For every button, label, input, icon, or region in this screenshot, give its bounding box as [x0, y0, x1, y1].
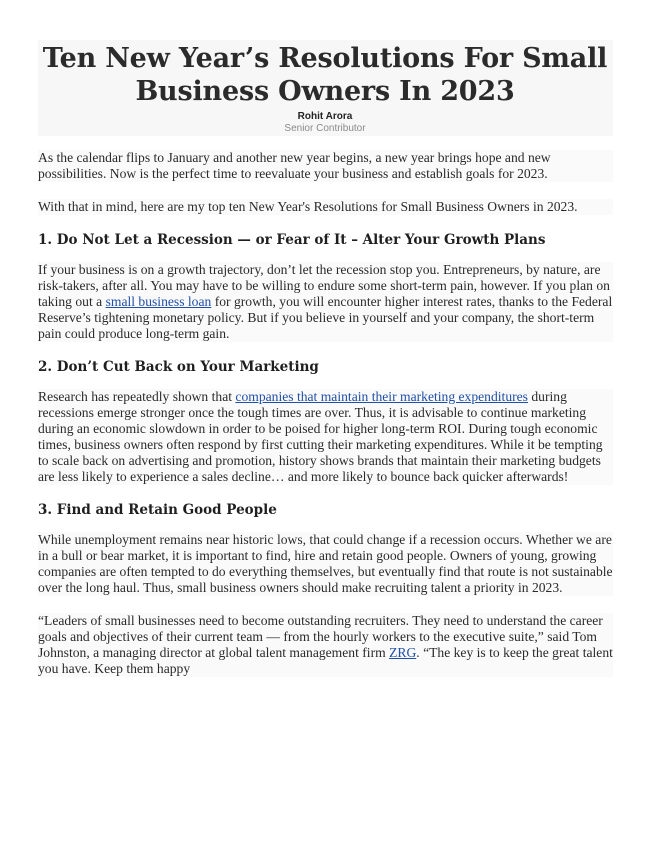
author-role: Senior Contributor [284, 123, 366, 134]
section-3-paragraph-1: While unemployment remains near historic lows, that could change if a recession occurs. Whether we are in a bull or bear market, it is important to find, hire and retain good people. Owners of young, growing companies are often tempted to do everything themselves, but eventually find that route is not sustainable over the long haul. Thus, small business owners should make recruiting talent a priority in 2023. [38, 532, 613, 595]
title-line-1: Ten New Year’s Resolutions For Small [42, 43, 608, 74]
section-2-text-b: during recessions emerge stronger once the tough times are over. Thus, it is advisable to continue marketing during an economic slowdown in order to be poised for higher long-term ROI. During tough economic times, business owners often respond by first cutting their marketing expenditures. While it be tempting to scale back on advertising and promotion, history shows brands that maintain their marketing budgets are less likely to experience a sales decline… and more likely to bounce back quicker afterwards! [38, 389, 603, 484]
author-name: Rohit Arora [297, 111, 353, 122]
section-2-heading: 2. Don’t Cut Back on Your Marketing [38, 359, 319, 375]
section-2-paragraph [38, 389, 613, 485]
article-body [38, 150, 613, 694]
section-1-paragraph [38, 262, 613, 342]
section-1-text-b: for growth, you will encounter higher interest rates, thanks to the Federal Reserve’s tightening monetary policy. But if you believe in yourself and your company, the short-term pain could produce long-term gain. [38, 294, 613, 341]
section-3-paragraph-2 [38, 613, 613, 677]
section-3-text-a: “Leaders of small businesses need to become outstanding recruiters. They need to understand the career goals and objectives of their current team — from the hourly workers to the executive suite,” said Tom Johnston, a managing director at global talent management firm [38, 613, 603, 660]
section-3-heading: 3. Find and Retain Good People [38, 502, 277, 518]
small-business-loan-link[interactable]: small business loan [105, 294, 212, 309]
zrg-link[interactable]: ZRG [389, 645, 417, 660]
section-2-text-a: Research has repeatedly shown that [38, 389, 236, 404]
section-1-heading: 1. Do Not Let a Recession — or Fear of It – Alter Your Growth Plans [38, 232, 546, 248]
article-title [20, 42, 630, 108]
title-line-2: Business Owners In 2023 [135, 76, 515, 107]
intro-paragraph-2: With that in mind, here are my top ten New Year's Resolutions for Small Business Owners in 2023. [38, 199, 613, 215]
section-3-text-b: . “The key is to keep the great talent you have. Keep them happy [38, 645, 613, 676]
marketing-expenditures-link[interactable]: companies that maintain their marketing expenditures [235, 389, 528, 404]
section-1-text-a: If your business is on a growth trajectory, don’t let the recession stop you. Entrepreneurs, by nature, are risk-takers, after all. You may have to be willing to endure some short-term pain, however. If you plan on taking out a [38, 262, 610, 309]
intro-paragraph-1: As the calendar flips to January and another new year begins, a new year brings hope and new possibilities. Now is the perfect time to reevaluate your business and establish goals for 2023. [38, 150, 613, 182]
